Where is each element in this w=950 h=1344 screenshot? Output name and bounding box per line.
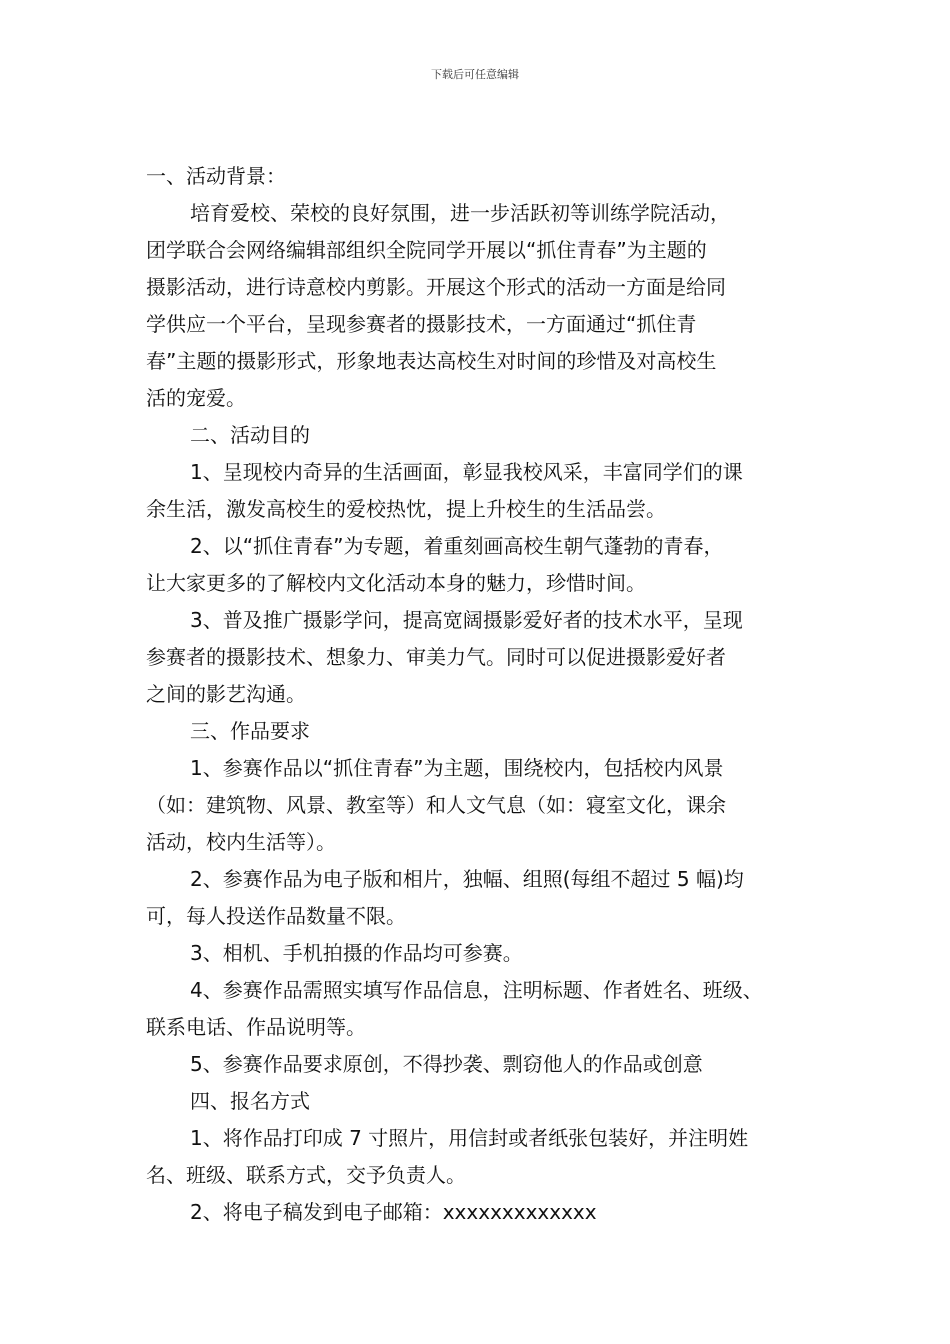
- header-note: 下载后可任意编辑: [431, 68, 519, 81]
- text-line: 5、参赛作品要求原创，不得抄袭、剽窃他人的作品或创意: [190, 1052, 703, 1076]
- text-line: 四、报名方式: [190, 1089, 310, 1113]
- text-line: 活动，校内生活等）。: [146, 830, 336, 854]
- text-line: 3、普及推广摄影学问，提高宽阔摄影爱好者的技术水平，呈现: [190, 608, 743, 632]
- text-line: 名、班级、联系方式，交予负责人。: [146, 1163, 466, 1187]
- text-line: 摄影活动，进行诗意校内剪影。开展这个形式的活动一方面是给同: [146, 275, 726, 299]
- text-line: 3、相机、手机拍摄的作品均可参赛。: [190, 941, 523, 965]
- text-line: 学供应一个平台，呈现参赛者的摄影技术，一方面通过“抓住青: [146, 312, 697, 336]
- text-line: 1、呈现校内奇异的生活画面，彰显我校风采，丰富同学们的课: [190, 460, 743, 484]
- text-line: 2、以“抓住青春”为专题，着重刻画高校生朝气蓬勃的青春，: [190, 534, 724, 558]
- text-line: 参赛者的摄影技术、想象力、审美力气。同时可以促进摄影爱好者: [146, 645, 726, 669]
- text-line: 培育爱校、荣校的良好氛围，进一步活跃初等训练学院活动，: [190, 201, 730, 225]
- text-line: 活的宠爱。: [146, 386, 246, 410]
- text-line: 1、参赛作品以“抓住青春”为主题，围绕校内，包括校内风景: [190, 756, 724, 780]
- text-line: 春”主题的摄影形式，形象地表达高校生对时间的珍惜及对高校生: [146, 349, 717, 373]
- text-line: 可，每人投送作品数量不限。: [146, 904, 406, 928]
- text-line: 2、将电子稿发到电子邮箱：xxxxxxxxxxxxx: [190, 1200, 597, 1224]
- document-body: [146, 158, 826, 1231]
- text-line: 余生活，激发高校生的爱校热忱，提上升校生的生活品尝。: [146, 497, 666, 521]
- text-line: 联系电话、作品说明等。: [146, 1015, 366, 1039]
- text-line: 团学联合会网络编辑部组织全院同学开展以“抓住青春”为主题的: [146, 238, 707, 262]
- text-line: （如：建筑物、风景、教室等）和人文气息（如：寝室文化，课余: [146, 793, 726, 817]
- text-line: 让大家更多的了解校内文化活动本身的魅力，珍惜时间。: [146, 571, 646, 595]
- text-line: 之间的影艺沟通。: [146, 682, 306, 706]
- text-line: 二、活动目的: [190, 423, 310, 447]
- text-line: 1、将作品打印成 7 寸照片，用信封或者纸张包装好，并注明姓: [190, 1126, 749, 1150]
- text-line: 三、作品要求: [190, 719, 310, 743]
- text-line: 2、参赛作品为电子版和相片，独幅、组照(每组不超过 5 幅)均: [190, 867, 744, 891]
- text-line: 一、活动背景：: [146, 164, 286, 188]
- text-line: 4、参赛作品需照实填写作品信息，注明标题、作者姓名、班级、: [190, 978, 763, 1002]
